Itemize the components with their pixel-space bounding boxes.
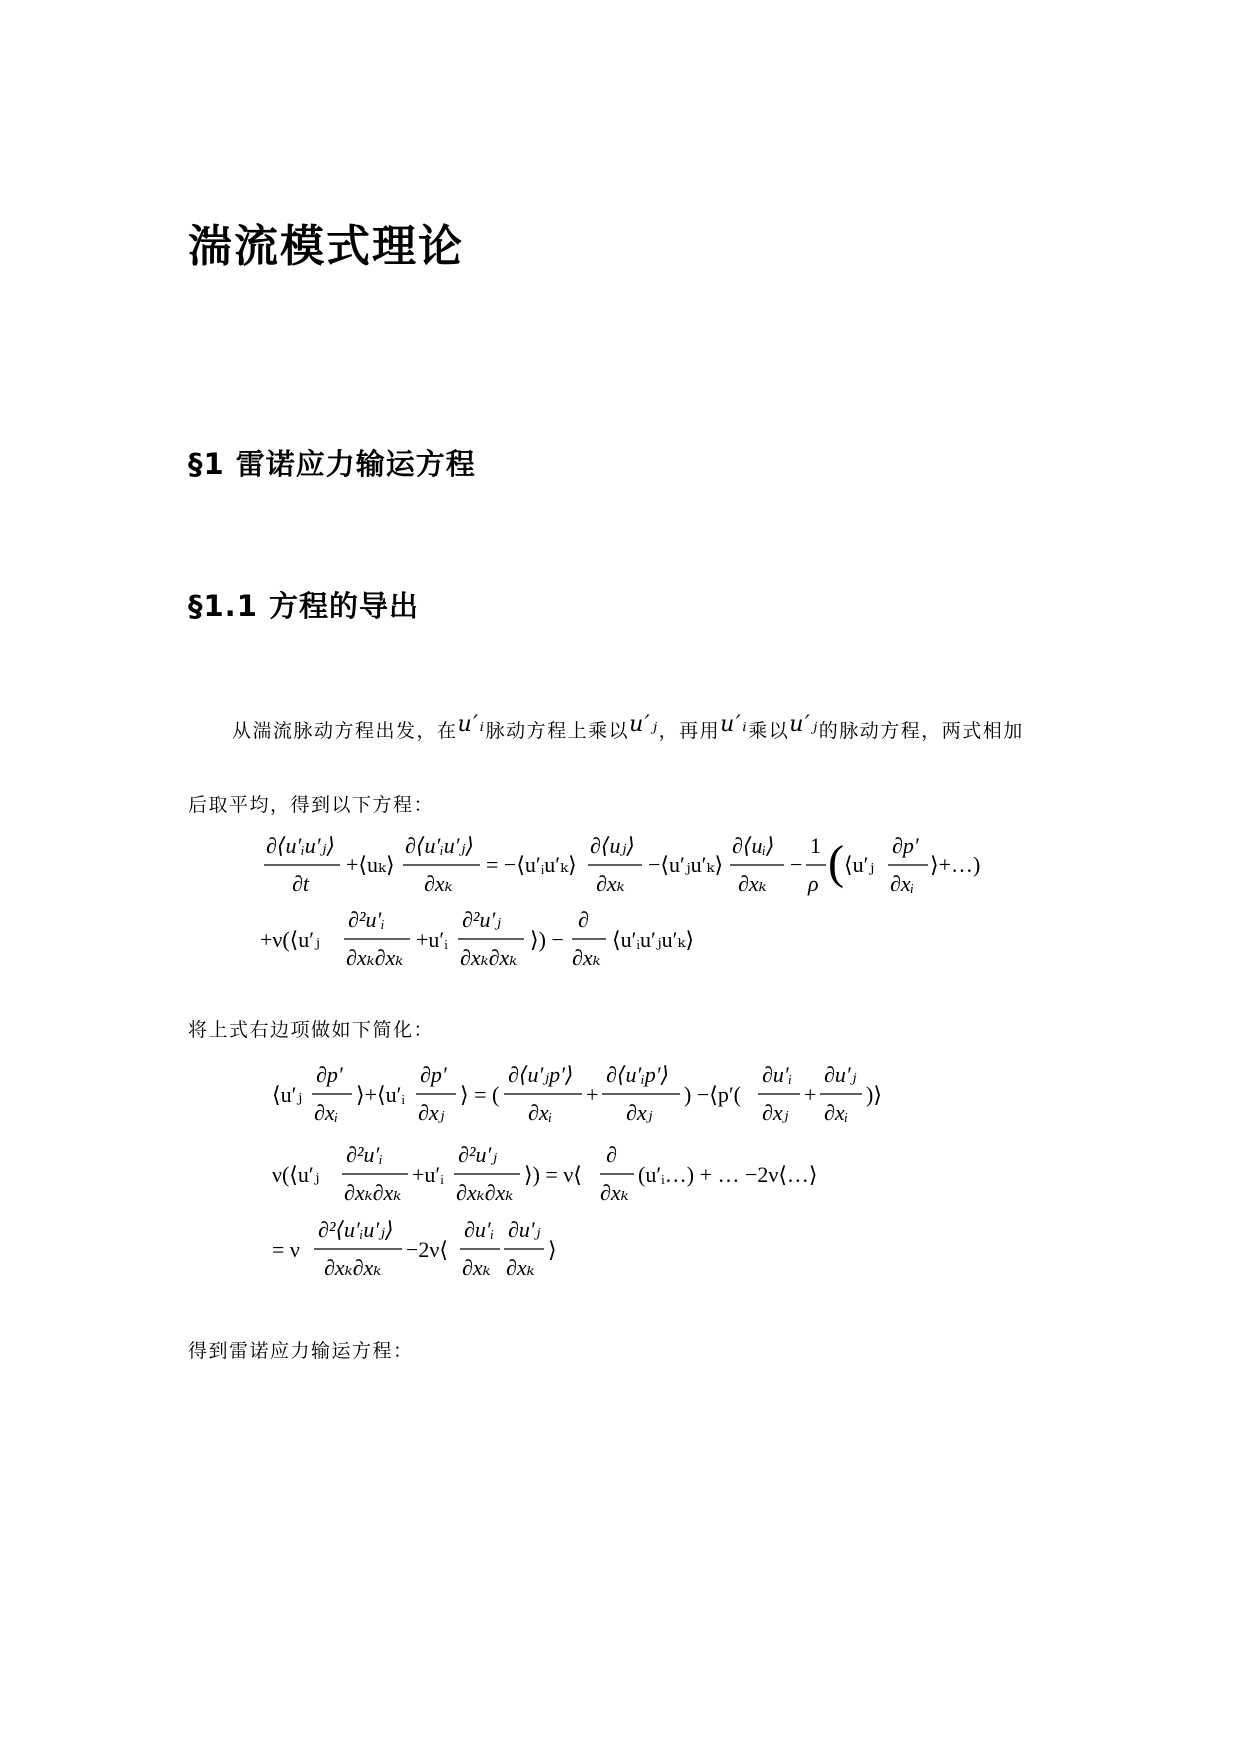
eq2-dxk3: ∂xₖ: [506, 1255, 535, 1280]
eq2-dxj1: ∂xⱼ: [418, 1100, 445, 1125]
eq2-dxi2: ∂xᵢ: [528, 1100, 553, 1125]
eq1-dxk4: ∂xₖ: [572, 945, 601, 970]
page-title: 湍流模式理论: [188, 221, 464, 272]
eq1-d: ∂: [578, 907, 589, 932]
eq1-triple: ⟨u′ᵢu′ⱼu′ₖ⟩: [612, 927, 695, 952]
eq2-l2-a: ν(⟨u′ⱼ: [272, 1162, 320, 1187]
eq2-dui: ∂u′ᵢ: [762, 1062, 793, 1087]
inline-math-ui-2: u′ᵢ: [720, 712, 749, 737]
eq1-nu: +ν(⟨u′ⱼ: [260, 927, 320, 952]
eq1-num3: ∂⟨uⱼ⟩: [590, 833, 635, 858]
eq1-partial-num: ∂⟨u′ᵢu′ⱼ⟩: [266, 833, 335, 858]
eq2-l1-a: ⟨u′ⱼ: [272, 1082, 303, 1107]
eq1-minus2: −: [790, 852, 803, 877]
eq2-l1-b: ⟩+⟨u′ᵢ: [356, 1082, 405, 1107]
eq2-num2: ∂⟨u′ᵢp′⟩: [606, 1062, 670, 1087]
eq2-l2-b: +u′ᵢ: [412, 1162, 444, 1187]
paragraph-simplify: 将上式右边项做如下简化：: [188, 1019, 435, 1041]
eq1-dxkdxk2: ∂xₖ∂xₖ: [460, 945, 518, 970]
paragraph-intro: [232, 712, 1024, 743]
eq1-dp: ∂p′: [892, 833, 919, 858]
inline-math-ui: u′ᵢ: [457, 712, 486, 737]
eq2-num1: ∂⟨u′ⱼp′⟩: [508, 1062, 574, 1087]
eq2-dxkdxk: ∂xₖ∂xₖ: [344, 1180, 402, 1205]
eq2-duj2: ∂u′ⱼ: [508, 1217, 541, 1242]
eq1-dxk2: ∂xₖ: [596, 871, 625, 896]
eq2-dxi3: ∂xᵢ: [824, 1100, 849, 1125]
eq2-l2-d: (u′ᵢ…) + … −2ν⟨…⟩: [638, 1162, 818, 1187]
eq2-l3-b: −2ν⟨: [406, 1237, 448, 1262]
eq2-d2ui: ∂²u′ᵢ: [346, 1142, 383, 1167]
paragraph-result: 得到雷诺应力输运方程：: [188, 1340, 414, 1362]
eq1-dxk: ∂xₖ: [424, 871, 453, 896]
eq2-dxk2: ∂xₖ: [462, 1255, 491, 1280]
equation-reynolds-stress-1: [260, 825, 990, 990]
intro-text-5: 的脉动方程，两式相加: [818, 720, 1024, 742]
section-heading-1-1: §1.1 方程的导出: [188, 589, 419, 623]
section-heading-1: §1 雷诺应力输运方程: [188, 447, 476, 481]
eq2-dxkdxk3: ∂xₖ∂xₖ: [324, 1255, 382, 1280]
eq2-dxi1: ∂xᵢ: [314, 1100, 339, 1125]
eq2-l3-c: ⟩: [548, 1237, 557, 1262]
eq1-dxkdxk: ∂xₖ∂xₖ: [346, 945, 404, 970]
eq1-dxi: ∂xᵢ: [890, 871, 915, 896]
eq2-dxj3: ∂xⱼ: [762, 1100, 789, 1125]
eq2-dp1: ∂p′: [316, 1062, 343, 1087]
eq1-dt: ∂t: [292, 871, 309, 896]
eq1-d2uj: ∂²u′ⱼ: [462, 907, 502, 932]
eq2-dxj2: ∂xⱼ: [626, 1100, 653, 1125]
eq2-duj: ∂u′ⱼ: [824, 1062, 857, 1087]
eq2-l1-g: )⟩: [866, 1082, 882, 1107]
eq1-equals: = −⟨u′ᵢu′ₖ⟩: [486, 852, 577, 877]
eq2-l1-c: ⟩ = (: [460, 1082, 500, 1107]
eq2-l3-a: = ν: [272, 1237, 300, 1262]
eq1-rho: ρ: [808, 871, 819, 896]
eq2-d2uj: ∂²u′ⱼ: [458, 1142, 498, 1167]
eq1-num2: ∂⟨u′ᵢu′ⱼ⟩: [405, 833, 474, 858]
eq2-dp2: ∂p′: [420, 1062, 447, 1087]
intro-text-4: 乘以: [748, 720, 790, 742]
eq1-one: 1: [810, 833, 821, 858]
eq1-num4: ∂⟨uᵢ⟩: [732, 833, 775, 858]
eq2-dui2: ∂u′ᵢ: [464, 1217, 495, 1242]
eq1-d2ui: ∂²u′ᵢ: [348, 907, 385, 932]
eq1-lparen: (: [828, 836, 844, 889]
eq1-langle: ⟨u′ⱼ: [844, 852, 875, 877]
equation-simplification: [272, 1052, 972, 1292]
eq2-num3: ∂²⟨u′ᵢu′ⱼ⟩: [318, 1217, 394, 1242]
eq1-dxk3: ∂xₖ: [738, 871, 767, 896]
paragraph-average: 后取平均，得到以下方程：: [188, 794, 435, 816]
eq1-close: ⟩) −: [530, 927, 564, 952]
eq1-minus: −⟨u′ⱼu′ₖ⟩: [648, 852, 724, 877]
eq2-dxk1: ∂xₖ: [600, 1180, 629, 1205]
eq2-d1: ∂: [606, 1142, 617, 1167]
eq2-l1-d: +: [586, 1082, 599, 1107]
eq1-plus: +⟨uₖ⟩: [346, 852, 395, 877]
eq1-plusui: +u′ᵢ: [416, 927, 448, 952]
eq2-l1-e: ) −⟨p′(: [684, 1082, 741, 1107]
intro-text-1: 从湍流脉动方程出发，在: [232, 720, 458, 742]
eq2-l2-c: ⟩) = ν⟨: [524, 1162, 582, 1187]
eq2-l1-f: +: [804, 1082, 817, 1107]
intro-text-3: ，再用: [658, 720, 721, 742]
eq1-rangle: ⟩+…): [930, 852, 981, 877]
inline-math-uj-2: u′ⱼ: [789, 712, 819, 737]
eq2-dxkdxk2: ∂xₖ∂xₖ: [456, 1180, 514, 1205]
inline-math-uj: u′ⱼ: [629, 712, 659, 737]
intro-text-2: 脉动方程上乘以: [485, 720, 630, 742]
